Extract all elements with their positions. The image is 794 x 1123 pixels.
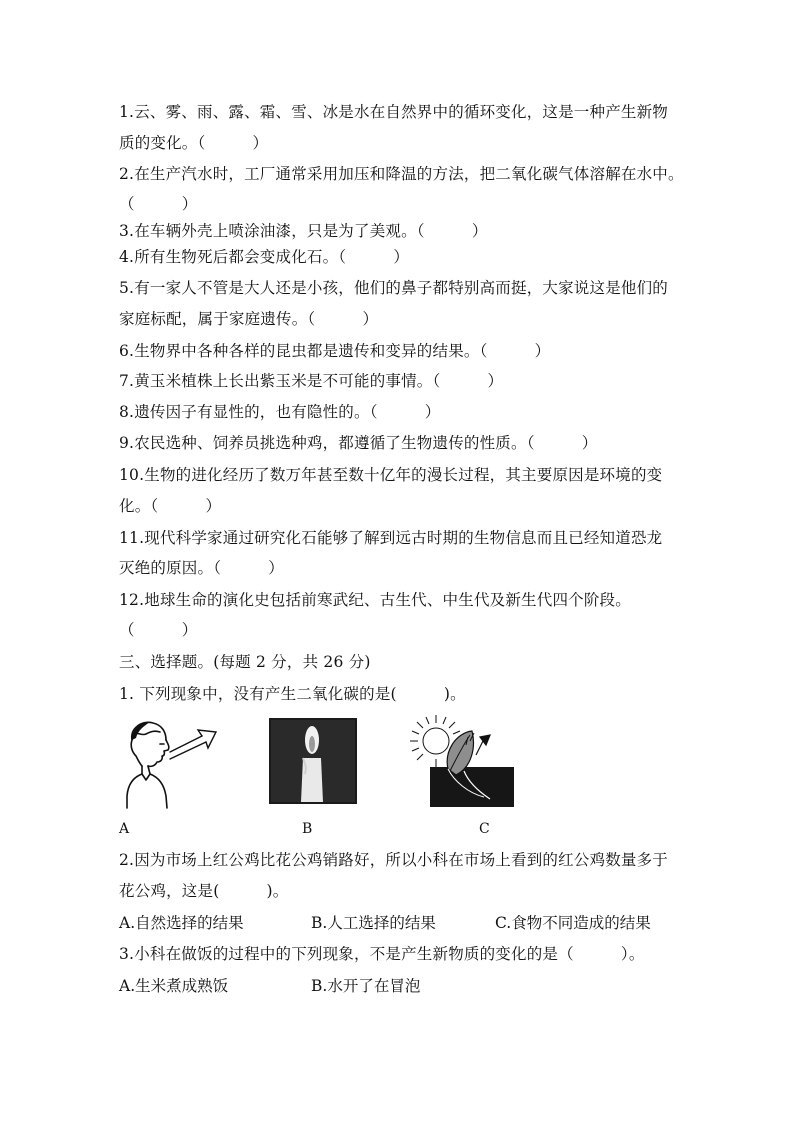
judgment-line-16: 灭绝的原因。（ ） — [119, 559, 284, 577]
judgment-line-4: （ ） — [119, 195, 198, 213]
q3-option-b: B.水开了在冒泡 — [311, 977, 421, 995]
q2-stem-line-2: 花公鸡，这是( )。 — [119, 882, 289, 900]
q1-option-a-label: A — [119, 821, 130, 837]
q1-option-c-label: C — [479, 821, 490, 837]
q2-option-c: C.食物不同造成的结果 — [495, 914, 651, 932]
q2-stem-line-1: 2.因为市场上红公鸡比花公鸡销路好，所以小科在市场上看到的红公鸡数量多于 — [119, 851, 668, 869]
judgment-line-6: 4.所有生物死后都会变成化石。（ ） — [119, 248, 410, 266]
judgment-line-5: 3.在车辆外壳上喷涂油漆，只是为了美观。（ ） — [119, 222, 488, 240]
judgment-line-15: 11.现代科学家通过研究化石能够了解到远古时期的生物信息而且已经知道恐龙 — [119, 529, 663, 547]
person-exhaling-figure — [120, 714, 220, 810]
judgment-line-18: （ ） — [119, 621, 198, 639]
judgment-line-10: 7.黄玉米植株上长出紫玉米是不可能的事情。（ ） — [119, 372, 504, 390]
judgment-line-9: 6.生物界中各种各样的昆虫都是遗传和变异的结果。（ ） — [119, 342, 551, 360]
sun-leaf-photosynthesis-figure — [406, 711, 514, 807]
judgment-line-12: 9.农民选种、饲养员挑选种鸡，都遵循了生物遗传的性质。（ ） — [119, 434, 598, 452]
q3-option-a: A.生米煮成熟饭 — [119, 977, 229, 995]
judgment-line-13: 10.生物的进化经历了数万年甚至数十亿年的漫长过程，其主要原因是环境的变 — [119, 466, 663, 484]
judgment-line-7: 5.有一家人不管是大人还是小孩，他们的鼻子都特别高而挺，大家说这是他们的 — [119, 279, 668, 297]
judgment-line-1: 1.云、雾、雨、露、霜、雪、冰是水在自然界中的循环变化，这是一种产生新物 — [119, 103, 668, 121]
burning-candle-figure — [269, 718, 357, 804]
section-heading: 三、选择题。(每题 2 分，共 26 分) — [119, 653, 371, 671]
judgment-line-11: 8.遗传因子有显性的，也有隐性的。（ ） — [119, 403, 441, 421]
q1-stem: 1. 下列现象中，没有产生二氧化碳的是( )。 — [119, 685, 466, 703]
q1-option-b-label: B — [302, 821, 313, 837]
judgment-line-2: 质的变化。（ ） — [119, 134, 269, 152]
judgment-line-3: 2.在生产汽水时，工厂通常采用加压和降温的方法，把二氧化碳气体溶解在水中。 — [119, 165, 684, 183]
judgment-line-8: 家庭标配，属于家庭遗传。（ ） — [119, 310, 379, 328]
q3-stem: 3.小科在做饭的过程中的下列现象，不是产生新物质的变化的是（ ）。 — [119, 945, 645, 963]
q2-option-b: B.人工选择的结果 — [311, 914, 436, 932]
judgment-line-14: 化。（ ） — [119, 497, 222, 515]
q2-option-a: A.自然选择的结果 — [119, 914, 244, 932]
judgment-line-17: 12.地球生命的演化史包括前寒武纪、古生代、中生代及新生代四个阶段。 — [119, 591, 631, 609]
